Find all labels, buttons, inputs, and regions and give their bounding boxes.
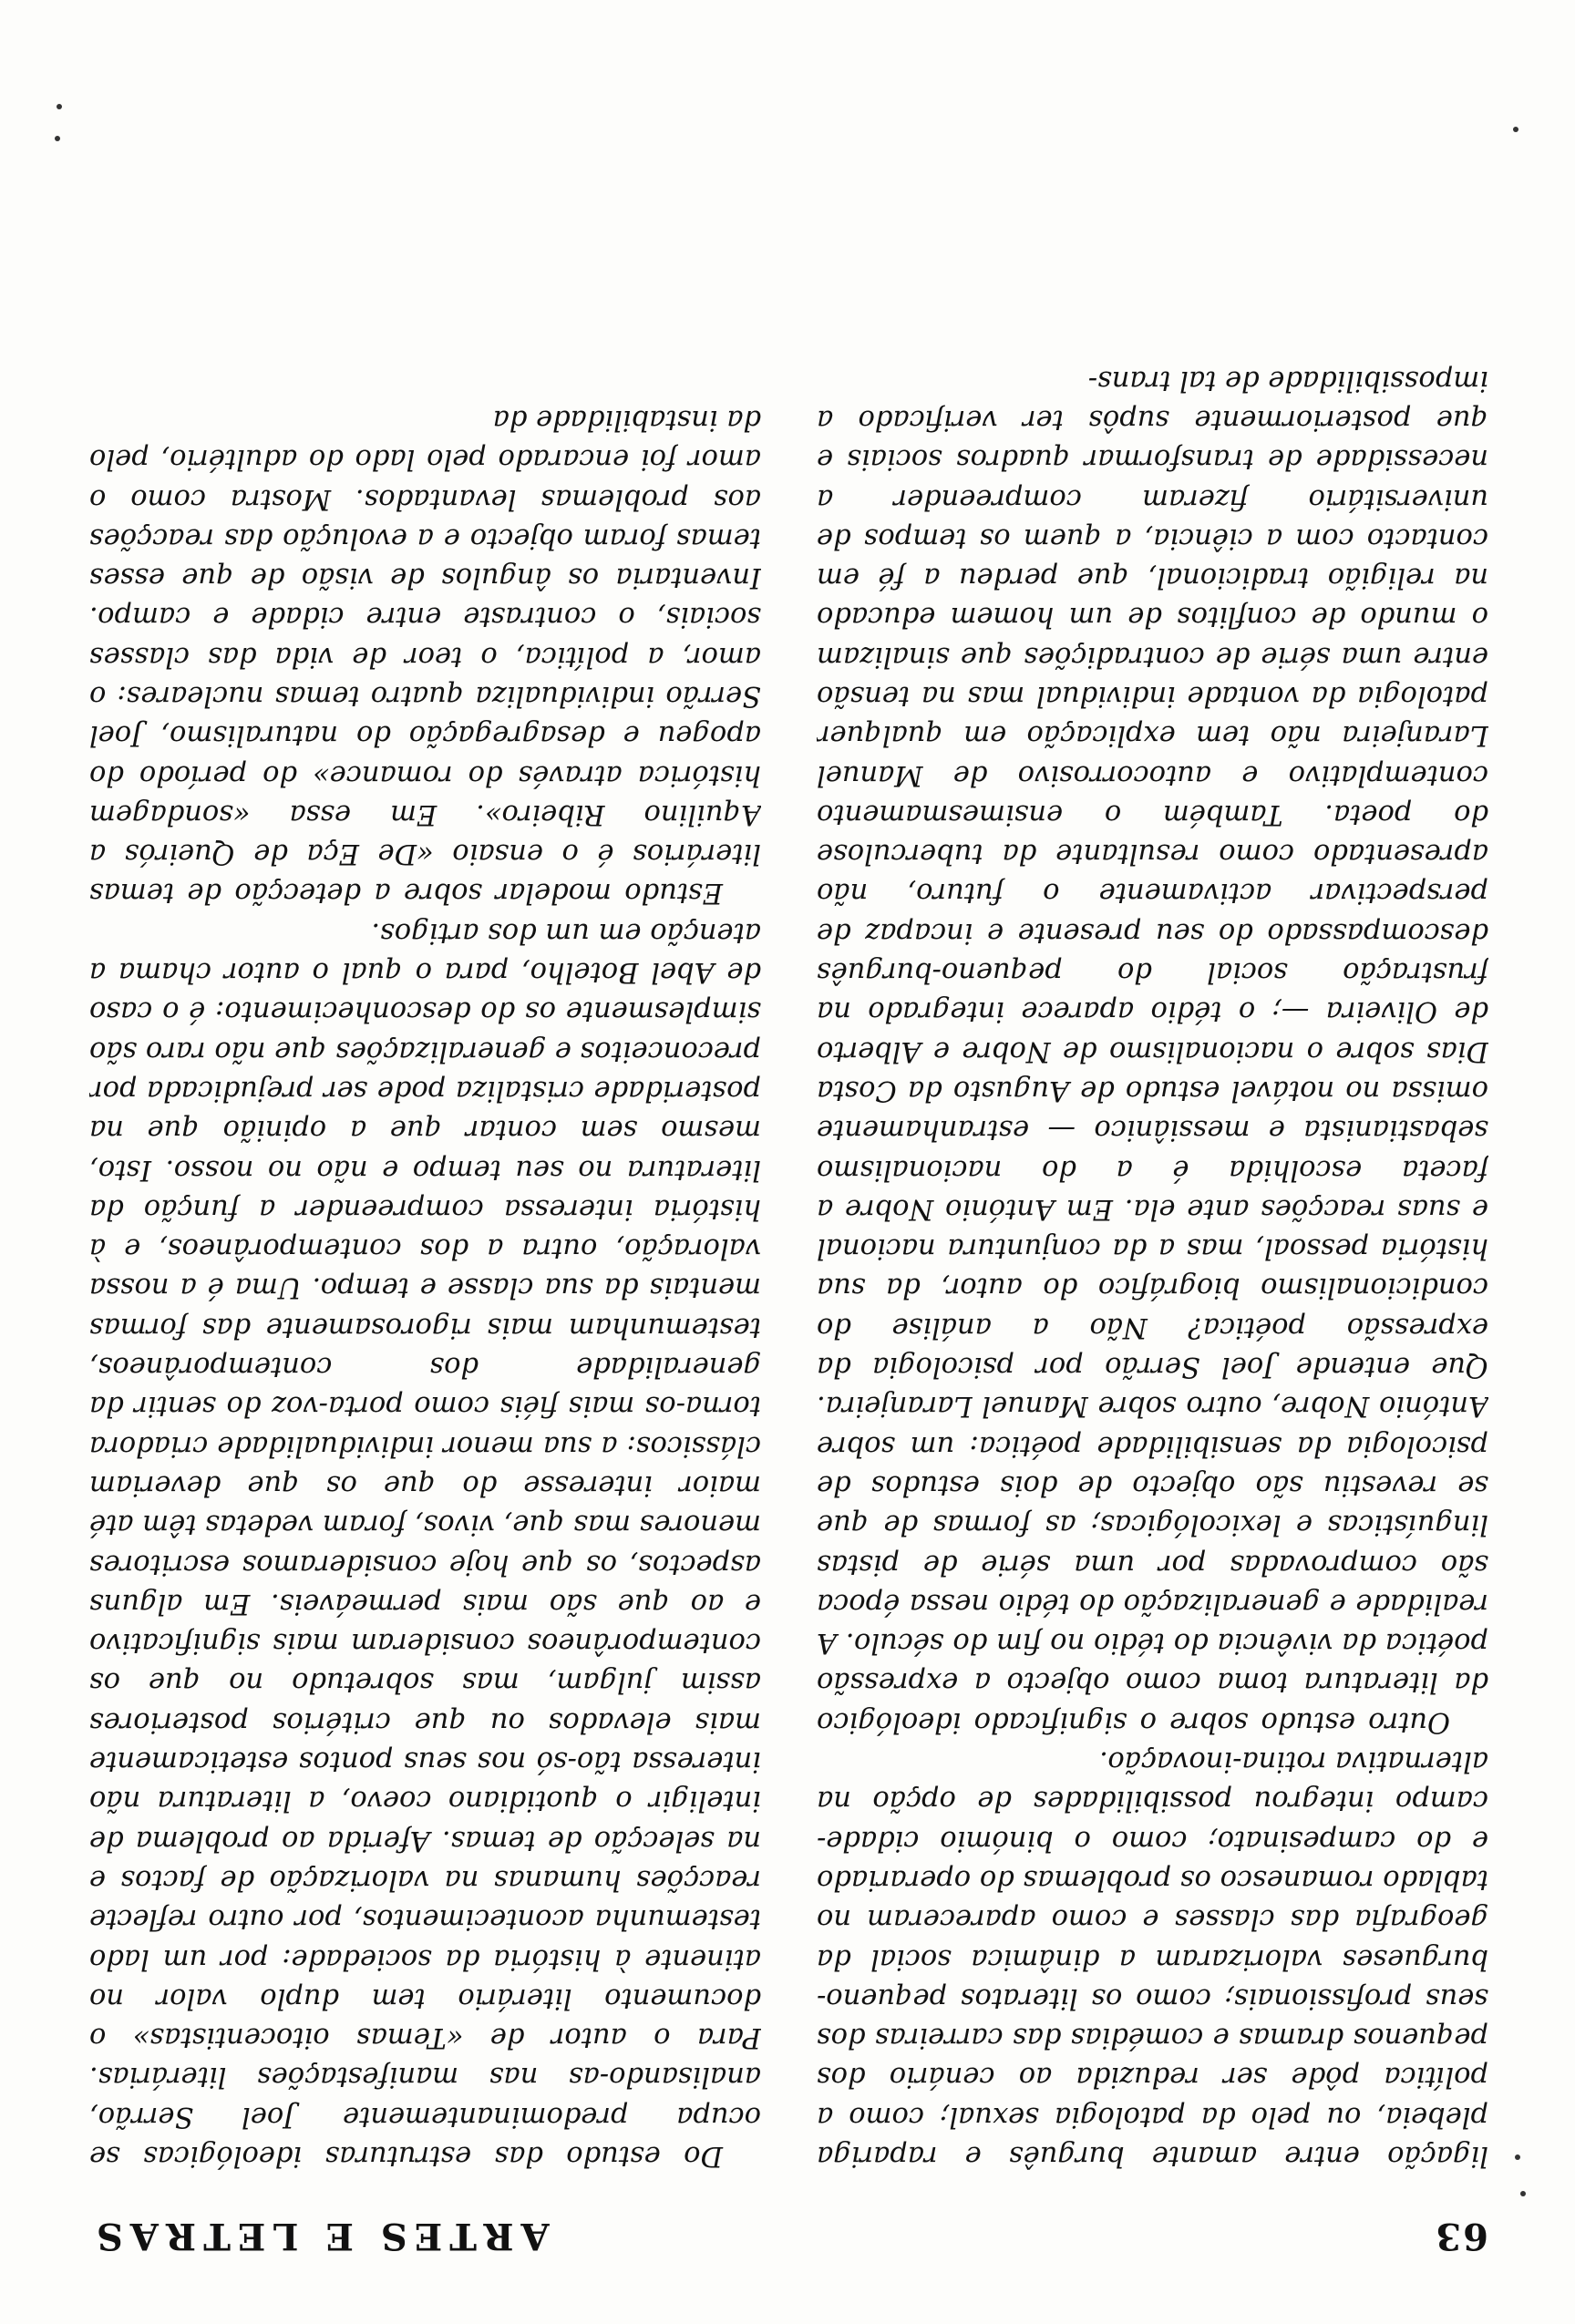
running-title: ARTES E LETRAS bbox=[89, 2215, 550, 2258]
print-speck bbox=[1513, 127, 1518, 132]
right-column bbox=[89, 52, 761, 2175]
paragraph: ligação entre amante burguês e rapariga plebeia, ou pelo da patologia sexual; como a política pôde ser reduzida ao cenário dos pequenos dramas e comédias das carreiras dos seus profissionais; como os literatos pequeno-burgueses valorizaram a dinâmica social da geografia das classes e como apareceram no tablado romanesco os problemas do operariado e do campesinato; como o binómio cidade-campo integrou possibilidades de opção na alternativa rotina-inovação. bbox=[817, 1745, 1488, 2172]
text-columns bbox=[89, 52, 1488, 2175]
page-number: 63 bbox=[1434, 2215, 1488, 2258]
print-speck bbox=[1515, 2154, 1520, 2160]
print-speck bbox=[1520, 2191, 1526, 2196]
paragraph: Estudo modelar sobre a detecção de temas literários é o ensaio «De Eça de Queirós a Aquilino Ribeiro». Em essa «sondagem histórica através do romance» do período do apogeu e desagregação do naturalismo, Joel Serrão individualiza quatro temas nucleares: o amor, a política, o teor de vida das classes sociais, o contraste entre cidade e campo. Inventaria os ângulos de visão de que esses temas foram objecto e a evolução das reacções aos problemas levantados. Mostra como o amor foi encarado pelo lado do adultério, pelo da instabilidade da bbox=[89, 403, 761, 910]
print-speck bbox=[57, 104, 62, 109]
left-column bbox=[817, 52, 1488, 2175]
print-speck bbox=[55, 136, 60, 141]
paragraph: Do estudo das estruturas ideológicas se ocupa predominantemente Joel Serrão, analisando-as nas manifestações literárias. Para o autor de «Temas oitocentistas» o documento literário tem duplo valor no atinente à história da sociedade: por um lado testemunha acontecimentos, por outro reflecte reacções humanas na valorização de factos e na selecção de temas. Aferida ao problema de inteligir o quotidiano coevo, a literatura não interessa tão-só nos seus pontos esteticamente mais elevados ou que critérios posteriores assim julgam, mas sobretudo no que os contemporâneos consideram mais significativo e ao que são mais permeáveis. Em alguns aspectos, os que hoje consideramos escritores menores mas que, vivos, foram vedetas têm até maior interesse do que os que deveriam clássicos: a sua menor individualidade criadora torna-os mais fiéis como porta-voz do sentir da generalidade dos contemporâneos, testemunham mais rigorosamente das formas mentais da sua classe e tempo. Uma é a nossa valoração, outra a dos contemporâneos, e à história interessa compreender a função da literatura no seu tempo e não no nosso. Isto, mesmo sem contar que a opinião que na posteridade cristaliza pode ser prejudicada por preconceitos e generalizações que não raro são simplesmente os do desconhecimento: é o caso de Abel Botelho, para o qual o autor chama a atenção em um dos artigos. bbox=[89, 916, 761, 2172]
page-header bbox=[89, 2209, 1488, 2264]
paragraph: Outro estudo sobre o significado ideológico da literatura toma como objecto a expressão poética da vivência do tédio no fim do século. A realidade e generalização do tédio nessa época são comprovadas por uma série de pistas linguísticas e lexicológicas; as formas de que se revestiu são objecto de dois estudos de psicologia da sensibilidade poética: um sobre António Nobre, outro sobre Manuel Laranjeira. Que entende Joel Serrão por psicologia da expressão poética? Não a análise do condicionalismo biográfico do autor, da sua história pessoal, mas a da conjuntura nacional e suas reacções ante ela. Em António Nobre a faceta escolhida é a do nacionalismo sebastianista e messiânico — estranhamente omissa no notável estudo de Augusto da Costa Dias sobre o nacionalismo de Nobre e Alberto de Oliveira —; o tédio aparece integrado na frustração social do pequeno-burguês descompassado do seu presente e incapaz de perspectivar activamente o futuro, não apresentado como resultante da tuberculose do poeta. Também o ensimesmamento contemplativo e autocorrosivo de Manuel Laranjeira não tem explicação em qualquer patologia da vontade individual mas na tensão entre uma série de contradições que sinalizam o mundo de conflitos de um homem educado na religião tradicional, que perdeu a fé em contacto com a ciência, a quem os tempos de universitário fizeram compreender a necessidade de transformar quadros sociais e que posteriormente supôs ter verificado a impossibilidade de tal trans- bbox=[817, 364, 1488, 1738]
